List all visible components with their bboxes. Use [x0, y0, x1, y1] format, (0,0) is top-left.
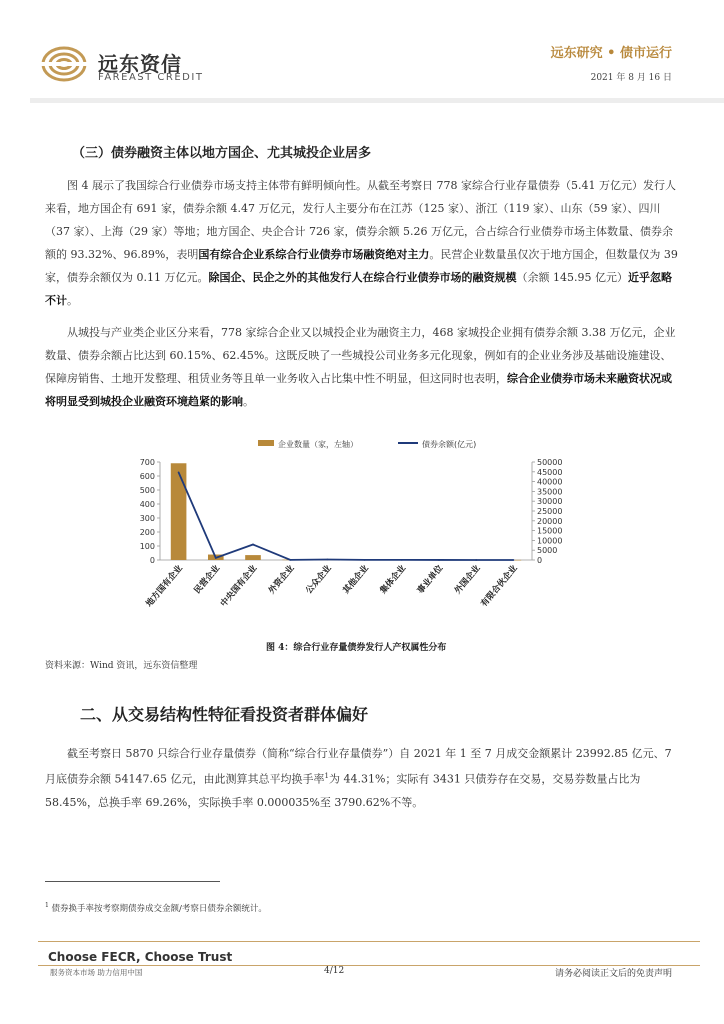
legend-line-label: 债券余额(亿元): [422, 440, 477, 449]
y-right-tick-label: 40000: [537, 477, 563, 487]
line-point-8: [475, 559, 477, 561]
x-tick-label: 集体企业: [378, 563, 409, 596]
page-number: 4/12: [324, 966, 345, 976]
line-point-6: [401, 559, 403, 561]
y-right-tick-label: 45000: [537, 467, 563, 477]
body-text: （余额 145.95 亿元）: [516, 271, 628, 284]
y-left-tick-label: 700: [139, 458, 155, 467]
fareast-logo-icon: [40, 44, 88, 84]
y-left-tick-label: 100: [139, 542, 155, 551]
turnover-text: 截至考察日 5870 只综合行业存量债券（简称“综合行业存量债券”）自 2021 年 1 至 7 月成交金额累计 23992.85 亿元、7 月底债券余额 54147.65 亿元，由此测算其总平均换手率: [45, 747, 672, 786]
x-tick-label: 有限合伙企业: [479, 563, 520, 610]
y-left-tick-label: 300: [139, 514, 155, 523]
x-tick-label: 事业单位: [415, 563, 446, 596]
emphasis-text: 国有综合企业系综合行业债券市场融资绝对主力: [198, 248, 430, 261]
footnote-mark: 1: [45, 902, 49, 910]
body-text: 。民营企业数量虽仅次于地方国企，但数量仅为 39 家，债券余额仅为 0.11 万亿元。: [45, 248, 678, 284]
y-right-tick-label: 20000: [537, 516, 563, 526]
paragraph-urban-investment: [45, 321, 680, 413]
y-left-tick-label: 600: [139, 472, 155, 481]
bar-2: [245, 555, 261, 560]
line-point-2: [252, 544, 254, 546]
emphasis-text: 除国企、民企之外的其他发行人在综合行业债券市场的融资规模: [208, 271, 517, 284]
line-point-9: [513, 559, 515, 561]
report-type: 远东研究 • 债市运行: [550, 46, 672, 61]
legend-bar-label: 企业数量（家，左轴）: [278, 440, 358, 449]
x-tick-label: 地方国有企业: [144, 563, 185, 610]
report-date: 2021 年 8 月 16 日: [590, 73, 672, 83]
y-right-tick-label: 35000: [537, 487, 563, 497]
section-heading-2: 二、从交易结构性特征看投资者群体偏好: [80, 705, 369, 724]
y-right-tick-label: 0: [537, 556, 543, 565]
brand-name-cn: 远东资信: [98, 52, 182, 76]
footnote-text: 债券换手率按考察期债券成交金额/考察日债券余额统计。: [51, 904, 267, 914]
footer-subtitle: 服务资本市场 助力信用中国: [50, 968, 143, 977]
body-text: 。: [243, 395, 254, 408]
x-tick-label: 其他企业: [341, 563, 371, 596]
legend-bar-swatch: [258, 440, 274, 446]
disclaimer-link[interactable]: 请务必阅读正文后的免责声明: [554, 969, 672, 979]
emphasis-text: 综合企业债券市场未来融资状况或将明显受到城投企业融资环境趋紧的影响: [45, 372, 672, 408]
issuer-ownership-chart: [130, 434, 590, 634]
paragraph-issuer-structure: [45, 174, 680, 312]
x-tick-label: 中央国有企业: [218, 563, 260, 610]
footnote: [45, 902, 267, 914]
y-left-tick-label: 0: [149, 556, 155, 565]
x-tick-label: 公众企业: [304, 563, 334, 596]
x-tick-label: 外资企业: [266, 563, 297, 596]
brand-name-en: FAREAST CREDIT: [98, 72, 204, 83]
header-divider: [30, 98, 724, 103]
line-point-1: [215, 557, 217, 559]
footnote-ref[interactable]: 1: [324, 772, 329, 780]
body-text: 图 4 展示了我国综合行业债券市场支持主体带有鲜明倾向性。从截至考察日 778 家综合行业存量债券（5.41 万亿元）发行人来看，地方国企有 691 家，债券余额 4.47 万亿元，发行人主要分布在江苏（125 家）、浙江（119 家）、山东（59 家）、四川（37 家）、上海（29 家）等地；地方国企、央企合计 726 家，债券余额 5.26 万亿元，合占综合行业债券市场主体数量、债券余额的 93.32%、96.89%，表明: [45, 179, 676, 261]
emphasis-text: 近乎忽略不计: [45, 271, 672, 307]
paragraph-turnover: [45, 742, 680, 814]
figure-caption: 图 4：综合行业存量债券发行人产权属性分布: [266, 643, 447, 653]
y-right-tick-label: 50000: [537, 458, 563, 467]
y-left-tick-label: 500: [139, 486, 155, 495]
section-heading-3: （三）债券融资主体以地方国企、尤其城投企业居多: [72, 146, 372, 161]
x-tick-label: 外国企业: [452, 563, 483, 596]
y-right-tick-label: 10000: [537, 536, 563, 546]
x-tick-label: 民营企业: [192, 563, 223, 596]
bar-0: [171, 463, 187, 560]
footnote-divider: [45, 881, 220, 882]
y-right-tick-label: 15000: [537, 526, 563, 536]
line-point-0: [178, 471, 180, 473]
y-left-tick-label: 400: [139, 500, 155, 509]
page-header: [0, 0, 724, 100]
body-text: 从城投与产业类企业区分来看，778 家综合企业又以城投企业为融资主力，468 家城投企业拥有债券余额 3.38 万亿元，企业数量、债券余额占比达到 60.15%、62.45%。这既反映了一些城投公司业务多元化现象，例如有的企业业务涉及基础设施建设、保障房销售、土地开发整理、租赁业务等且单一业务收入占比集中性不明显，但这同时也表明，: [45, 326, 676, 385]
bond-balance-line: [179, 472, 514, 560]
line-point-7: [438, 559, 440, 561]
body-text: 。: [67, 294, 78, 307]
footer-slogan: Choose FECR, Choose Trust: [48, 950, 233, 964]
line-point-3: [289, 559, 291, 561]
footer-divider-top: [38, 941, 700, 942]
figure-source: 资料来源：Wind 资讯，远东资信整理: [45, 661, 198, 671]
y-right-tick-label: 25000: [537, 507, 563, 516]
y-right-tick-label: 5000: [537, 546, 558, 556]
y-left-tick-label: 200: [139, 528, 155, 537]
line-point-4: [327, 559, 329, 561]
y-right-tick-label: 30000: [537, 497, 563, 507]
turnover-text-cont: 为 44.31%；实际有 3431 只债券存在交易，交易券数量占比为 58.45%，总换手率 69.26%，实际换手率 0.000035%至 3790.62%不等。: [45, 772, 641, 809]
line-point-5: [364, 559, 366, 561]
